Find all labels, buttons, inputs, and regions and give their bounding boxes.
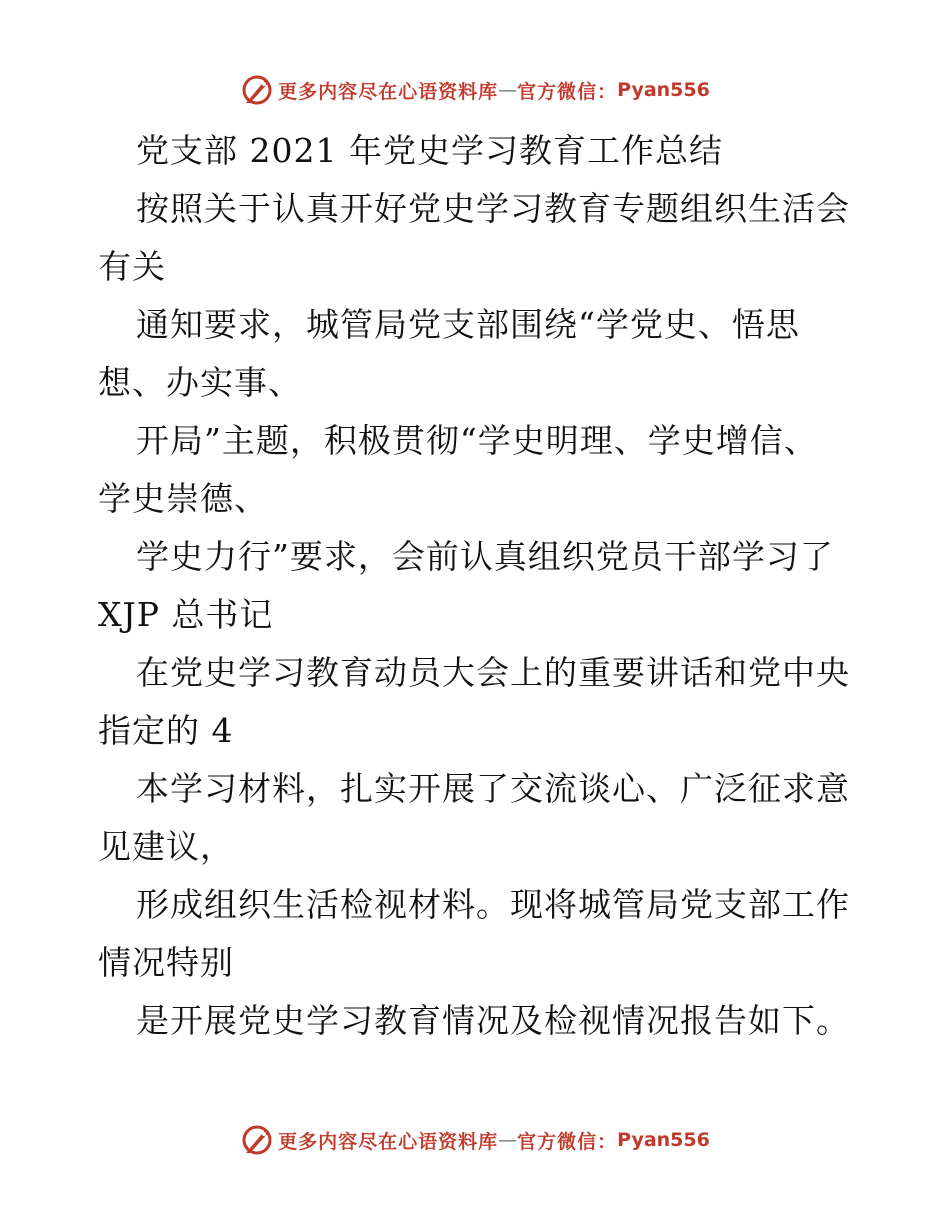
- document-line: XJP 总书记: [98, 595, 274, 634]
- document-line: 学史崇德、: [98, 479, 268, 518]
- document-line: 通知要求，城管局党支部围绕“学党史、悟思: [136, 305, 800, 344]
- document-line: 在党史学习教育动员大会上的重要讲话和党中央: [136, 653, 850, 692]
- header-separator: —: [498, 79, 518, 101]
- document-line: 形成组织生活检视材料。现将城管局党支部工作: [136, 885, 850, 924]
- document-line: 开局”主题，积极贯彻“学史明理、学史增信、: [136, 421, 818, 460]
- footer-separator: —: [498, 1129, 518, 1151]
- document-line: 指定的 4: [98, 711, 234, 750]
- header-wechat-id: Pyan556: [617, 79, 710, 101]
- footer-wechat-id: Pyan556: [617, 1129, 710, 1151]
- document-line: 是开展党史学习教育情况及检视情况报告如下。: [136, 1001, 850, 1040]
- document-line: 按照关于认真开好党史学习教育专题组织生活会: [136, 189, 850, 228]
- footer-wechat-label: 官方微信：: [517, 1130, 618, 1153]
- quill-pen-logo-icon: [240, 73, 274, 107]
- document-line: 想、办实事、: [98, 363, 302, 402]
- document-line: 学史力行”要求，会前认真组织党员干部学习了: [136, 537, 834, 576]
- footer-banner: [0, 1120, 950, 1160]
- footer-site-text: 更多内容尽在心语资料库: [278, 1130, 499, 1153]
- document-line: 有关: [98, 247, 166, 286]
- header-banner: [0, 70, 950, 110]
- header-site-text: 更多内容尽在心语资料库: [278, 80, 499, 103]
- document-title: 党支部 2021 年党史学习教育工作总结: [136, 131, 723, 170]
- document-body: [98, 122, 858, 1050]
- document-line: 本学习材料，扎实开展了交流谈心、广泛征求意: [136, 769, 850, 808]
- header-wechat-label: 官方微信：: [517, 80, 618, 103]
- document-line: 见建议，: [98, 827, 234, 866]
- document-line: 情况特别: [98, 943, 234, 982]
- quill-pen-logo-icon: [240, 1123, 274, 1157]
